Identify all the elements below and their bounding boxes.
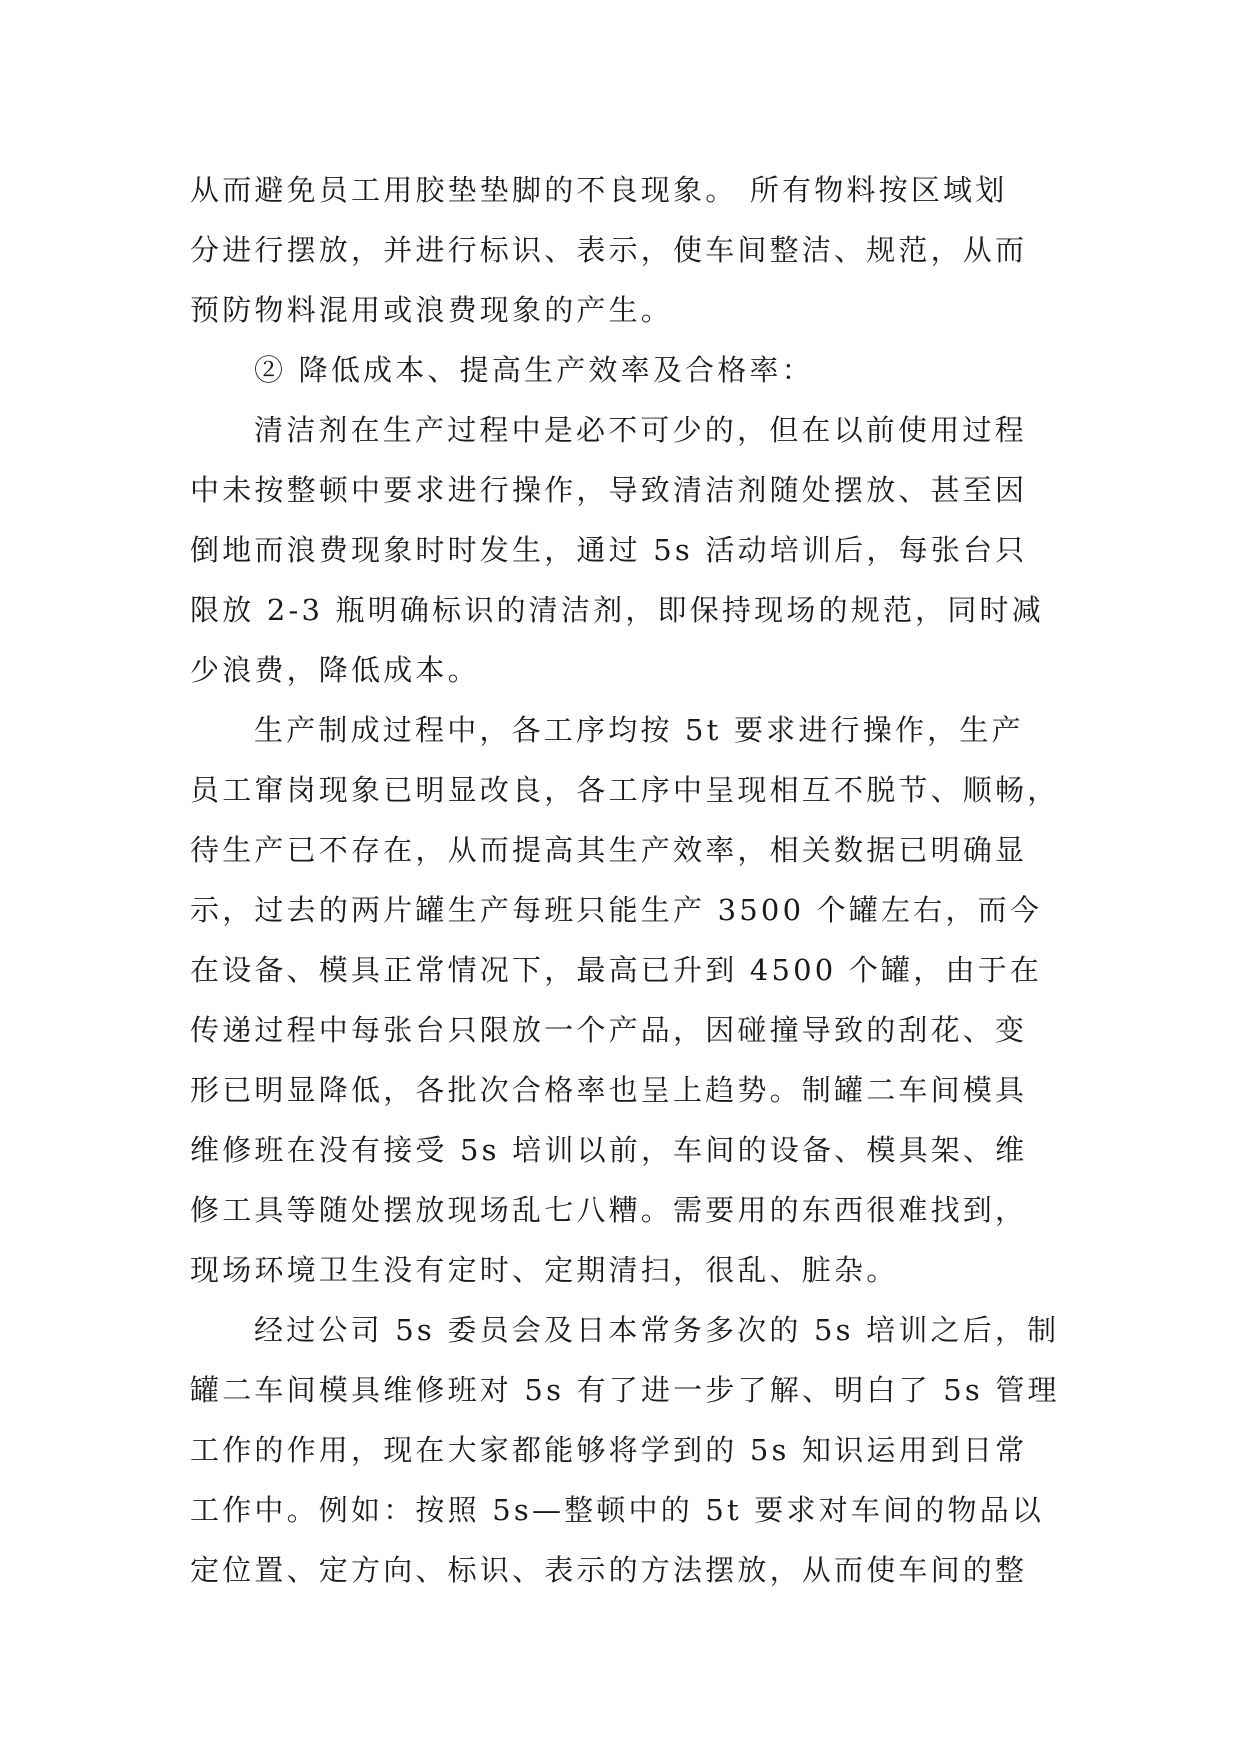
section-heading: ② 降低成本、提高生产效率及合格率： <box>254 353 814 387</box>
text-line: 中未按整顿中要求进行操作，导致清洁剂随处摆放、甚至因 <box>190 473 1028 507</box>
paragraph-start: 生产制成过程中，各工序均按 5t 要求进行操作，生产 <box>254 713 1024 747</box>
paragraph-start: 清洁剂在生产过程中是必不可少的，但在以前使用过程 <box>254 413 1027 447</box>
paragraph-start: 经过公司 5s 委员会及日本常务多次的 5s 培训之后，制 <box>254 1313 1060 1347</box>
body-text <box>190 160 1060 1600</box>
text-line: 预防物料混用或浪费现象的产生。 <box>190 293 674 327</box>
text-line: 从而避免员工用胶垫垫脚的不良现象。 所有物料按区域划 <box>190 173 1008 207</box>
text-line: 员工窜岗现象已明显改良，各工序中呈现相互不脱节、顺畅， <box>190 773 1060 807</box>
text-line: 倒地而浪费现象时时发生，通过 5s 活动培训后，每张台只 <box>190 533 1028 567</box>
text-line: 限放 2-3 瓶明确标识的清洁剂，即保持现场的规范，同时减 <box>190 593 1044 627</box>
text-line: 修工具等随处摆放现场乱七八糟。需要用的东西很难找到， <box>190 1193 1028 1227</box>
text-line: 少浪费，降低成本。 <box>190 653 480 687</box>
text-line: 工作的作用，现在大家都能够将学到的 5s 知识运用到日常 <box>190 1433 1028 1467</box>
text-line: 维修班在没有接受 5s 培训以前，车间的设备、模具架、维 <box>190 1133 1028 1167</box>
text-line: 现场环境卫生没有定时、定期清扫，很乱、脏杂。 <box>190 1253 899 1287</box>
text-line: 形已明显降低，各批次合格率也呈上趋势。制罐二车间模具 <box>190 1073 1028 1107</box>
text-line: 传递过程中每张台只限放一个产品，因碰撞导致的刮花、变 <box>190 1013 1028 1047</box>
text-line: 罐二车间模具维修班对 5s 有了进一步了解、明白了 5s 管理 <box>190 1373 1060 1407</box>
text-line: 示，过去的两片罐生产每班只能生产 3500 个罐左右，而今 <box>190 893 1043 927</box>
text-line: 在设备、模具正常情况下，最高已升到 4500 个罐，由于在 <box>190 953 1043 987</box>
text-line: 工作中。例如：按照 5s—整顿中的 5t 要求对车间的物品以 <box>190 1493 1045 1527</box>
text-line: 待生产已不存在，从而提高其生产效率，相关数据已明确显 <box>190 833 1028 867</box>
text-line: 定位置、定方向、标识、表示的方法摆放，从而使车间的整 <box>190 1553 1028 1587</box>
text-line: 分进行摆放，并进行标识、表示，使车间整洁、规范，从而 <box>190 233 1028 267</box>
